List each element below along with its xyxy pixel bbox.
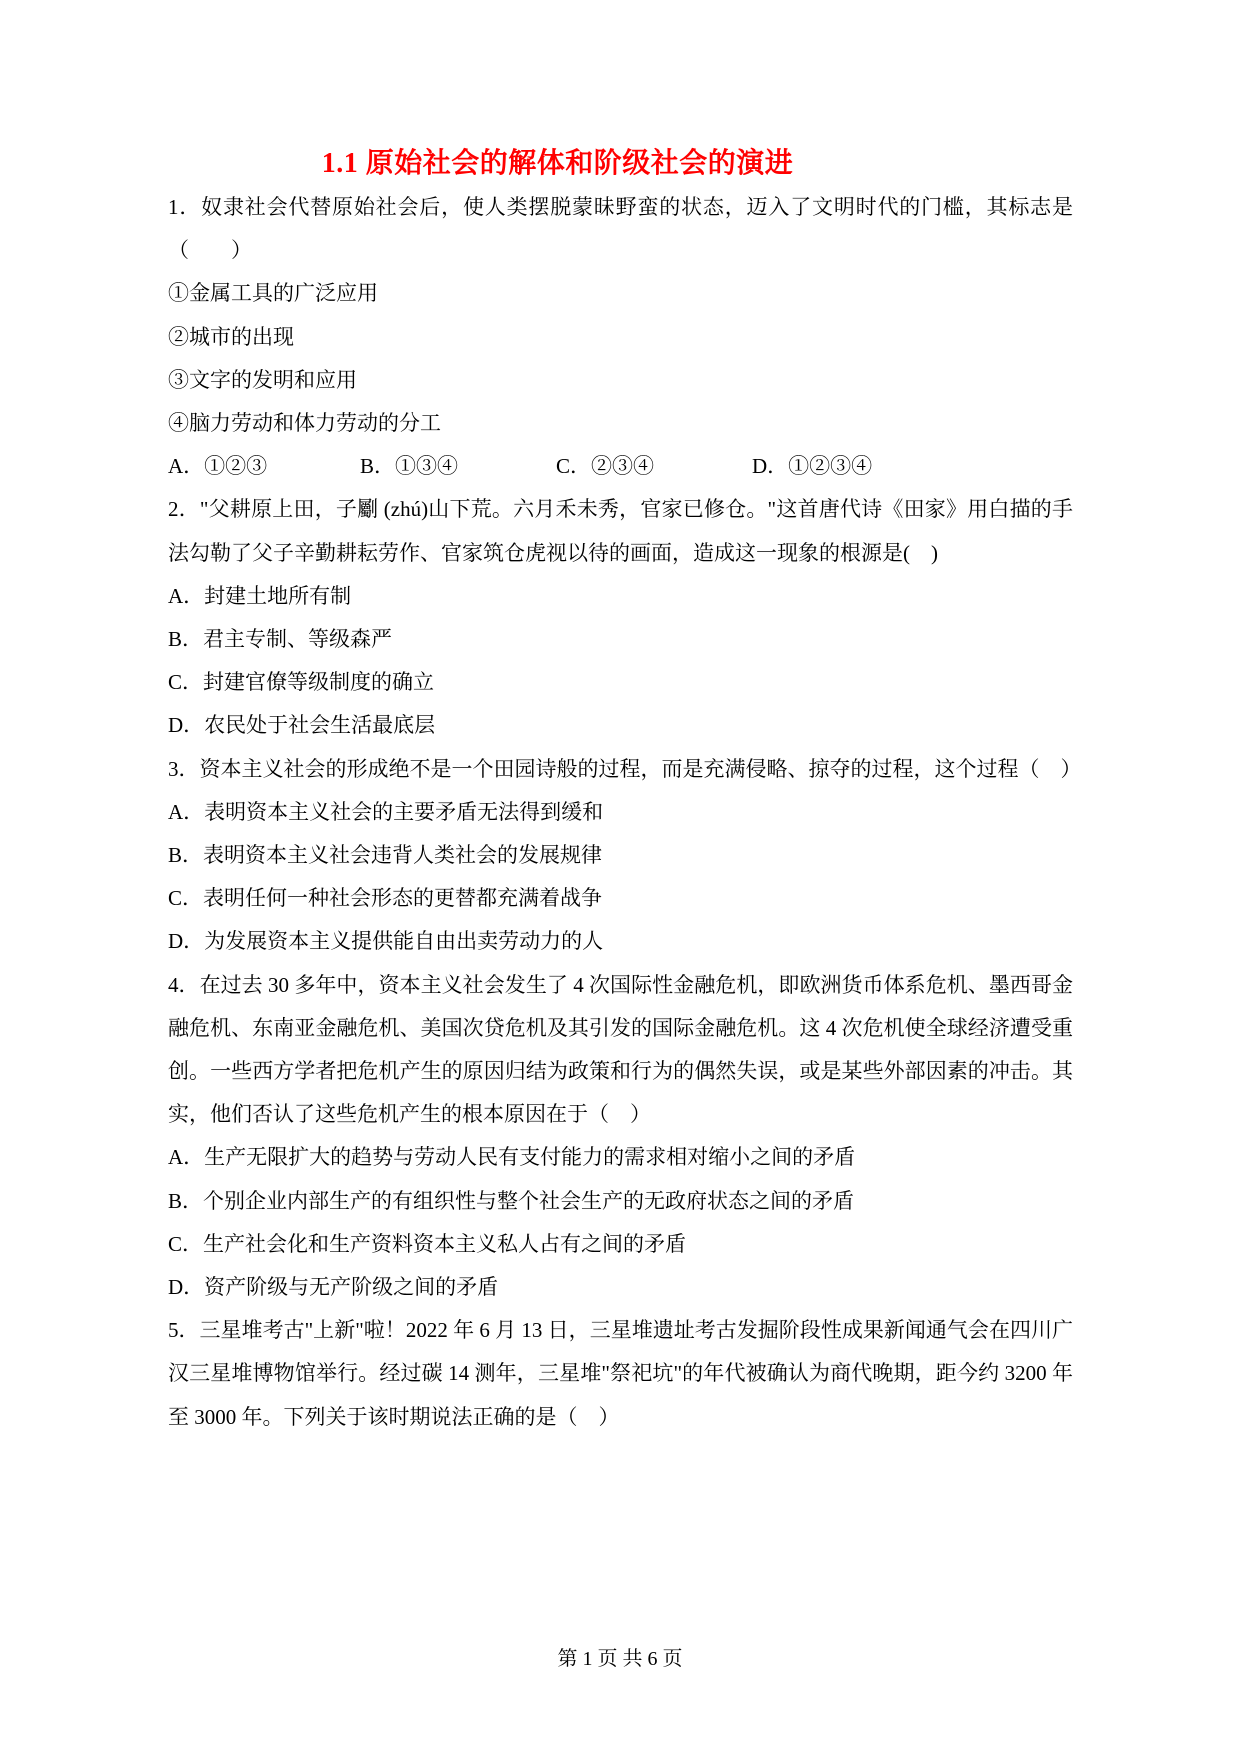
question-option: D．资产阶级与无产阶级之间的矛盾 [168, 1275, 499, 1300]
question [168, 488, 1073, 747]
question [168, 748, 1082, 964]
question-stem: 2．"父耕原上田，子劚 (zhú)山下荒。六月禾未秀，官家已修仓。"这首唐代诗《田家》用白描的手法勾勒了父子辛勤耕耘劳作、官家筑仓虎视以待的画面，造成这一现象的根源是( ) [168, 497, 1073, 565]
question [168, 186, 1073, 488]
question-option: A．封建土地所有制 [168, 583, 352, 608]
question-options [168, 445, 1073, 488]
page-footer: 第 1 页 共 6 页 [557, 1648, 683, 1670]
question-option: C．封建官僚等级制度的确立 [168, 670, 435, 695]
question-option: B．①③④ [360, 454, 459, 479]
question-subitem: ④脑力劳动和体力劳动的分工 [168, 411, 441, 436]
question-subitem: ②城市的出现 [168, 324, 294, 349]
question-option: D．农民处于社会生活最底层 [168, 713, 436, 738]
question-option: A．表明资本主义社会的主要矛盾无法得到缓和 [168, 799, 604, 824]
question-stem: 4．在过去 30 多年中，资本主义社会发生了 4 次国际性金融危机，即欧洲货币体系危机、墨西哥金融危机、东南亚金融危机、美国次贷危机及其引发的国际金融危机。这 4 次危机使全球经济遭受重创。一些西方学者把危机产生的原因归结为政策和行为的偶然失误，或是某些外部因素的冲击。其实，他们否认了这些危机产生的根本原因在于（ ） [168, 972, 1073, 1127]
page-title: 1.1 原始社会的解体和阶级社会的演进 [321, 148, 794, 179]
question-option: C．②③④ [556, 454, 655, 479]
question-option: B．表明资本主义社会违背人类社会的发展规律 [168, 843, 603, 868]
question-option: B．个别企业内部生产的有组织性与整个社会生产的无政府状态之间的矛盾 [168, 1188, 855, 1213]
question-list [168, 186, 1082, 1439]
question-option: C．生产社会化和生产资料资本主义私人占有之间的矛盾 [168, 1231, 687, 1256]
question [168, 1309, 1073, 1439]
document-content [168, 142, 1082, 1439]
question-stem: 5．三星堆考古"上新"啦！2022 年 6 月 13 日，三星堆遗址考古发掘阶段性成果新闻通气会在四川广汉三星堆博物馆举行。经过碳 14 测年，三星堆"祭祀坑"的年代被确认为商代晚期，距今约 3200 年至 3000 年。下列关于该时期说法正确的是（ ） [168, 1318, 1073, 1429]
question-subitems [168, 272, 1073, 445]
question-option: A．生产无限扩大的趋势与劳动人民有支付能力的需求相对缩小之间的矛盾 [168, 1145, 856, 1170]
question-option: C．表明任何一种社会形态的更替都充满着战争 [168, 886, 603, 911]
question-subitem: ③文字的发明和应用 [168, 367, 357, 392]
question-options [168, 1136, 1073, 1309]
question-option: B．君主专制、等级森严 [168, 627, 393, 652]
question-option: D．为发展资本主义提供能自由出卖劳动力的人 [168, 929, 604, 954]
question-stem: 1．奴隶社会代替原始社会后，使人类摆脱蒙昧野蛮的状态，迈入了文明时代的门槛，其标志是（ ） [168, 195, 1073, 263]
question-stem: 3．资本主义社会的形成绝不是一个田园诗般的过程，而是充满侵略、掠夺的过程，这个过程（ ） [168, 756, 1082, 781]
question-options [168, 791, 1073, 964]
question-option: A．①②③ [168, 454, 268, 479]
question-options [168, 575, 1073, 748]
question-subitem: ①金属工具的广泛应用 [168, 281, 378, 306]
question-option: D．①②③④ [752, 454, 873, 479]
question [168, 964, 1073, 1310]
